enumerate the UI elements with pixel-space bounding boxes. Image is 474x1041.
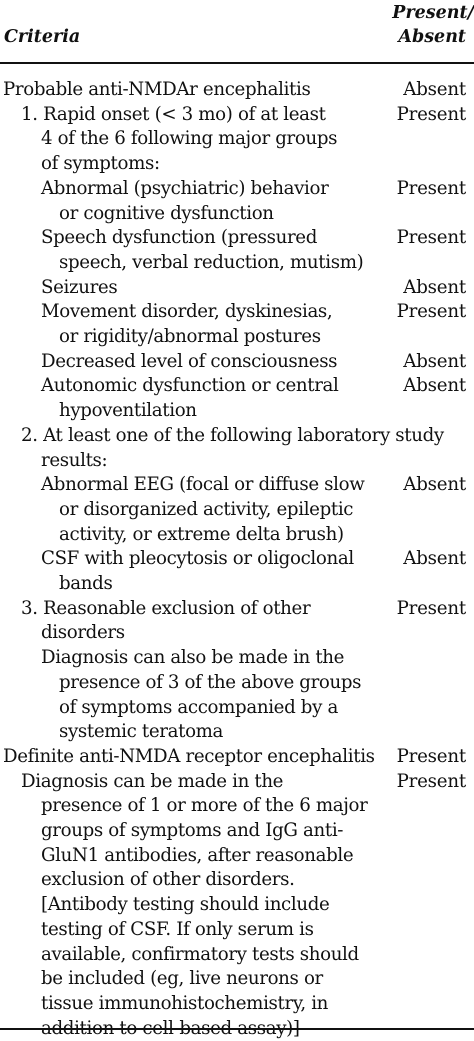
- criteria-row-11-line-1: disorders: [41, 622, 125, 644]
- criteria-row-7-line-1: hypoventilation: [59, 400, 197, 422]
- criteria-row-7-line-0: Autonomic dysfunction or central: [41, 375, 339, 397]
- criteria-row-12-line-0: Diagnosis can also be made in the: [41, 647, 345, 669]
- criteria-row-14-status: Present: [396, 770, 466, 792]
- criteria-row-10-line-0: CSF with pleocytosis or oligoclonal: [41, 548, 354, 570]
- criteria-row-1-line-2: of symptoms:: [41, 153, 160, 175]
- criteria-row-4-status: Absent: [403, 276, 466, 298]
- criteria-row-14-line-1: presence of 1 or more of the 6 major: [41, 795, 368, 817]
- criteria-row-6-status: Absent: [403, 350, 466, 372]
- criteria-row-14-line-0: Diagnosis can be made in the: [21, 770, 284, 792]
- criteria-row-12-line-3: systemic teratoma: [59, 721, 224, 743]
- criteria-row-8-line-1: results:: [41, 449, 108, 471]
- criteria-row-10-status: Absent: [403, 548, 466, 570]
- criteria-row-14-line-9: tissue immunohistochemistry, in: [41, 992, 329, 1014]
- criteria-row-14-line-4: exclusion of other disorders.: [41, 869, 295, 891]
- criteria-row-14-line-7: available, confirmatory tests should: [41, 943, 359, 965]
- criteria-row-3-line-0: Speech dysfunction (pressured: [41, 227, 318, 249]
- criteria-row-14-line-6: testing of CSF. If only serum is: [41, 918, 314, 940]
- criteria-row-1-status: Present: [396, 103, 466, 125]
- criteria-row-13-status: Present: [396, 745, 466, 767]
- criteria-row-8-line-0: 2. At least one of the following laboratory study: [21, 424, 444, 446]
- criteria-row-10-line-1: bands: [59, 573, 113, 594]
- criteria-row-14-line-2: groups of symptoms and IgG anti-: [41, 820, 344, 841]
- status-column-header-line1: Present/: [392, 3, 474, 23]
- criteria-row-14-line-5: [Antibody testing should include: [41, 894, 330, 916]
- criteria-row-2-line-0: Abnormal (psychiatric) behavior: [41, 177, 329, 199]
- criteria-column-header: Criteria: [4, 27, 81, 47]
- criteria-row-9-line-1: or disorganized activity, epileptic: [59, 498, 354, 520]
- criteria-row-9-line-0: Abnormal EEG (focal or diffuse slow: [41, 474, 365, 496]
- criteria-row-12-line-2: of symptoms accompanied by a: [59, 696, 338, 718]
- status-column-header-line2: Absent: [398, 27, 466, 47]
- criteria-row-13-line-0: Definite anti-NMDA receptor encephalitis: [3, 745, 375, 767]
- criteria-row-0-line-0: Probable anti-NMDAr encephalitis: [3, 79, 311, 100]
- criteria-row-11-line-0: 3. Reasonable exclusion of other: [21, 597, 311, 619]
- criteria-row-5-line-1: or rigidity/abnormal postures: [59, 326, 321, 347]
- criteria-row-11-status: Present: [396, 597, 466, 619]
- criteria-row-0-status: Absent: [403, 79, 466, 100]
- criteria-row-7-status: Absent: [403, 375, 466, 397]
- criteria-row-3-status: Present: [396, 227, 466, 249]
- criteria-row-12-line-1: presence of 3 of the above groups: [59, 671, 362, 693]
- criteria-row-9-line-2: activity, or extreme delta brush): [59, 523, 344, 545]
- criteria-row-14-line-10: addition to cell-based assay)]: [41, 1017, 300, 1039]
- criteria-row-5-line-0: Movement disorder, dyskinesias,: [41, 301, 333, 323]
- criteria-row-14-line-8: be included (eg, live neurons or: [41, 968, 323, 990]
- criteria-row-2-line-1: or cognitive dysfunction: [59, 202, 274, 224]
- criteria-row-2-status: Present: [396, 177, 466, 199]
- criteria-row-14-line-3: GluN1 antibodies, after reasonable: [41, 844, 354, 866]
- header-rule: [0, 62, 474, 64]
- criteria-row-4-line-0: Seizures: [41, 276, 118, 298]
- criteria-row-1-line-0: 1. Rapid onset (< 3 mo) of at least: [21, 103, 326, 125]
- criteria-row-9-status: Absent: [403, 474, 466, 496]
- criteria-row-3-line-1: speech, verbal reduction, mutism): [59, 251, 364, 273]
- criteria-row-6-line-0: Decreased level of consciousness: [41, 350, 338, 372]
- criteria-row-5-status: Present: [396, 301, 466, 323]
- criteria-row-1-line-1: 4 of the 6 following major groups: [41, 128, 338, 150]
